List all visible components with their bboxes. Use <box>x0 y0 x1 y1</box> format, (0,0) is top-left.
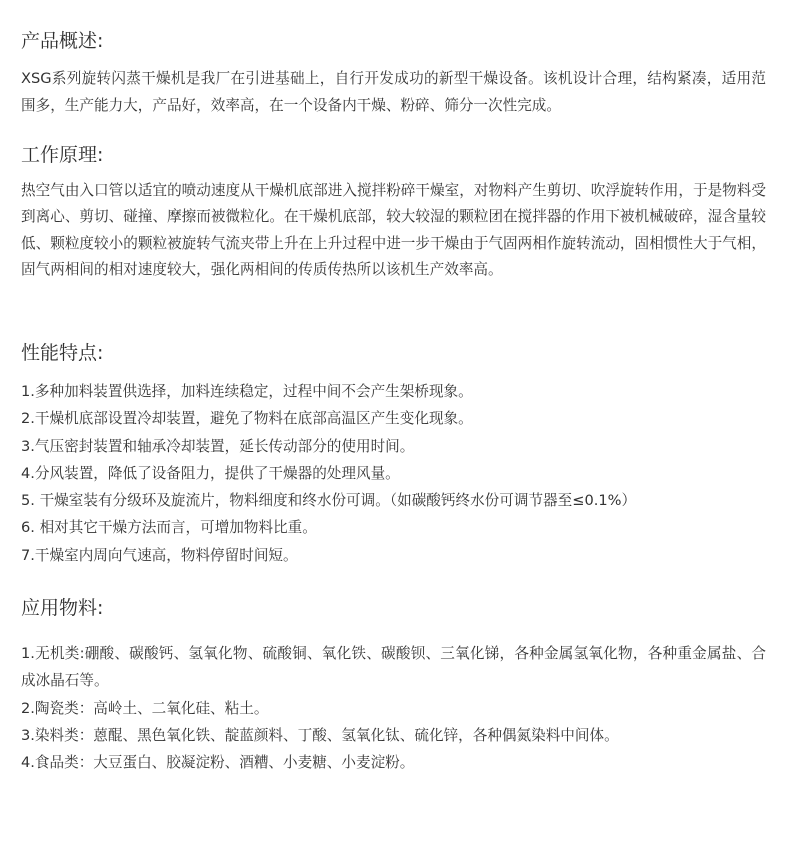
application-item: 3.染料类：蒽醌、黑色氧化铁、靛蓝颜料、丁酸、氢氧化钛、硫化锌，各种偶氮染料中间体。 <box>21 726 619 744</box>
principle-text: 热空气由入口管以适宜的喷动速度从干燥机底部进入搅拌粉碎干燥室，对物料产生剪切、吹浮旋转作用，于是物料受到离心、剪切、碰撞、摩擦而被微粒化。在干燥机底部，较大较湿的颗粒团在搅拌器的作用下被机械破碎，湿含量较低、颗粒度较小的颗粒被旋转气流夹带上升在上升过程中进一步干燥由于气固两相作旋转流动，固相惯性大于气相，固气两相间的相对速度较大，强化两相间的传质传热所以该机生产效率高。 <box>21 182 766 278</box>
feature-item: 4.分风装置，降低了设备阻力，提供了干燥器的处理风量。 <box>21 464 400 482</box>
application-item: 1.无机类:硼酸、碳酸钙、氢氧化物、硫酸铜、氧化铁、碳酸钡、三氧化锑，各种金属氢氧化物，各种重金属盐、合成冰晶石等。 <box>21 645 766 690</box>
section-heading-principle: 工作原理: <box>21 144 104 166</box>
feature-item: 7.干燥室内周向气速高，物料停留时间短。 <box>21 546 298 564</box>
overview-text: XSG系列旋转闪蒸干燥机是我厂在引进基础上，自行开发成功的新型干燥设备。该机设计合理，结构紧凑，适用范围多，生产能力大，产品好，效率高，在一个设备内干燥、粉碎、筛分一次性完成。 <box>21 70 766 114</box>
application-item: 2.陶瓷类：高岭土、二氧化硅、粘土。 <box>21 699 269 717</box>
feature-item: 5. 干燥室装有分级环及旋流片，物料细度和终水份可调。（如碳酸钙终水份可调节器至≤0.1%） <box>21 492 637 510</box>
feature-item: 1.多种加料装置供选择，加料连续稳定，过程中间不会产生架桥现象。 <box>21 383 473 400</box>
feature-item: 2.干燥机底部设置冷却装置，避免了物料在底部高温区产生变化现象。 <box>21 410 473 428</box>
section-heading-applications: 应用物料: <box>21 597 104 619</box>
features-list <box>21 378 766 569</box>
section-heading-features: 性能特点: <box>21 342 104 364</box>
section-heading-overview: 产品概述: <box>21 30 104 52</box>
application-item: 4.食品类：大豆蛋白、胶凝淀粉、酒糟、小麦糖、小麦淀粉。 <box>21 754 415 772</box>
applications-list <box>21 640 766 776</box>
feature-item: 3.气压密封装置和轴承冷却装置，延长传动部分的使用时间。 <box>21 437 415 455</box>
feature-item: 6. 相对其它干燥方法而言，可增加物料比重。 <box>21 519 317 537</box>
